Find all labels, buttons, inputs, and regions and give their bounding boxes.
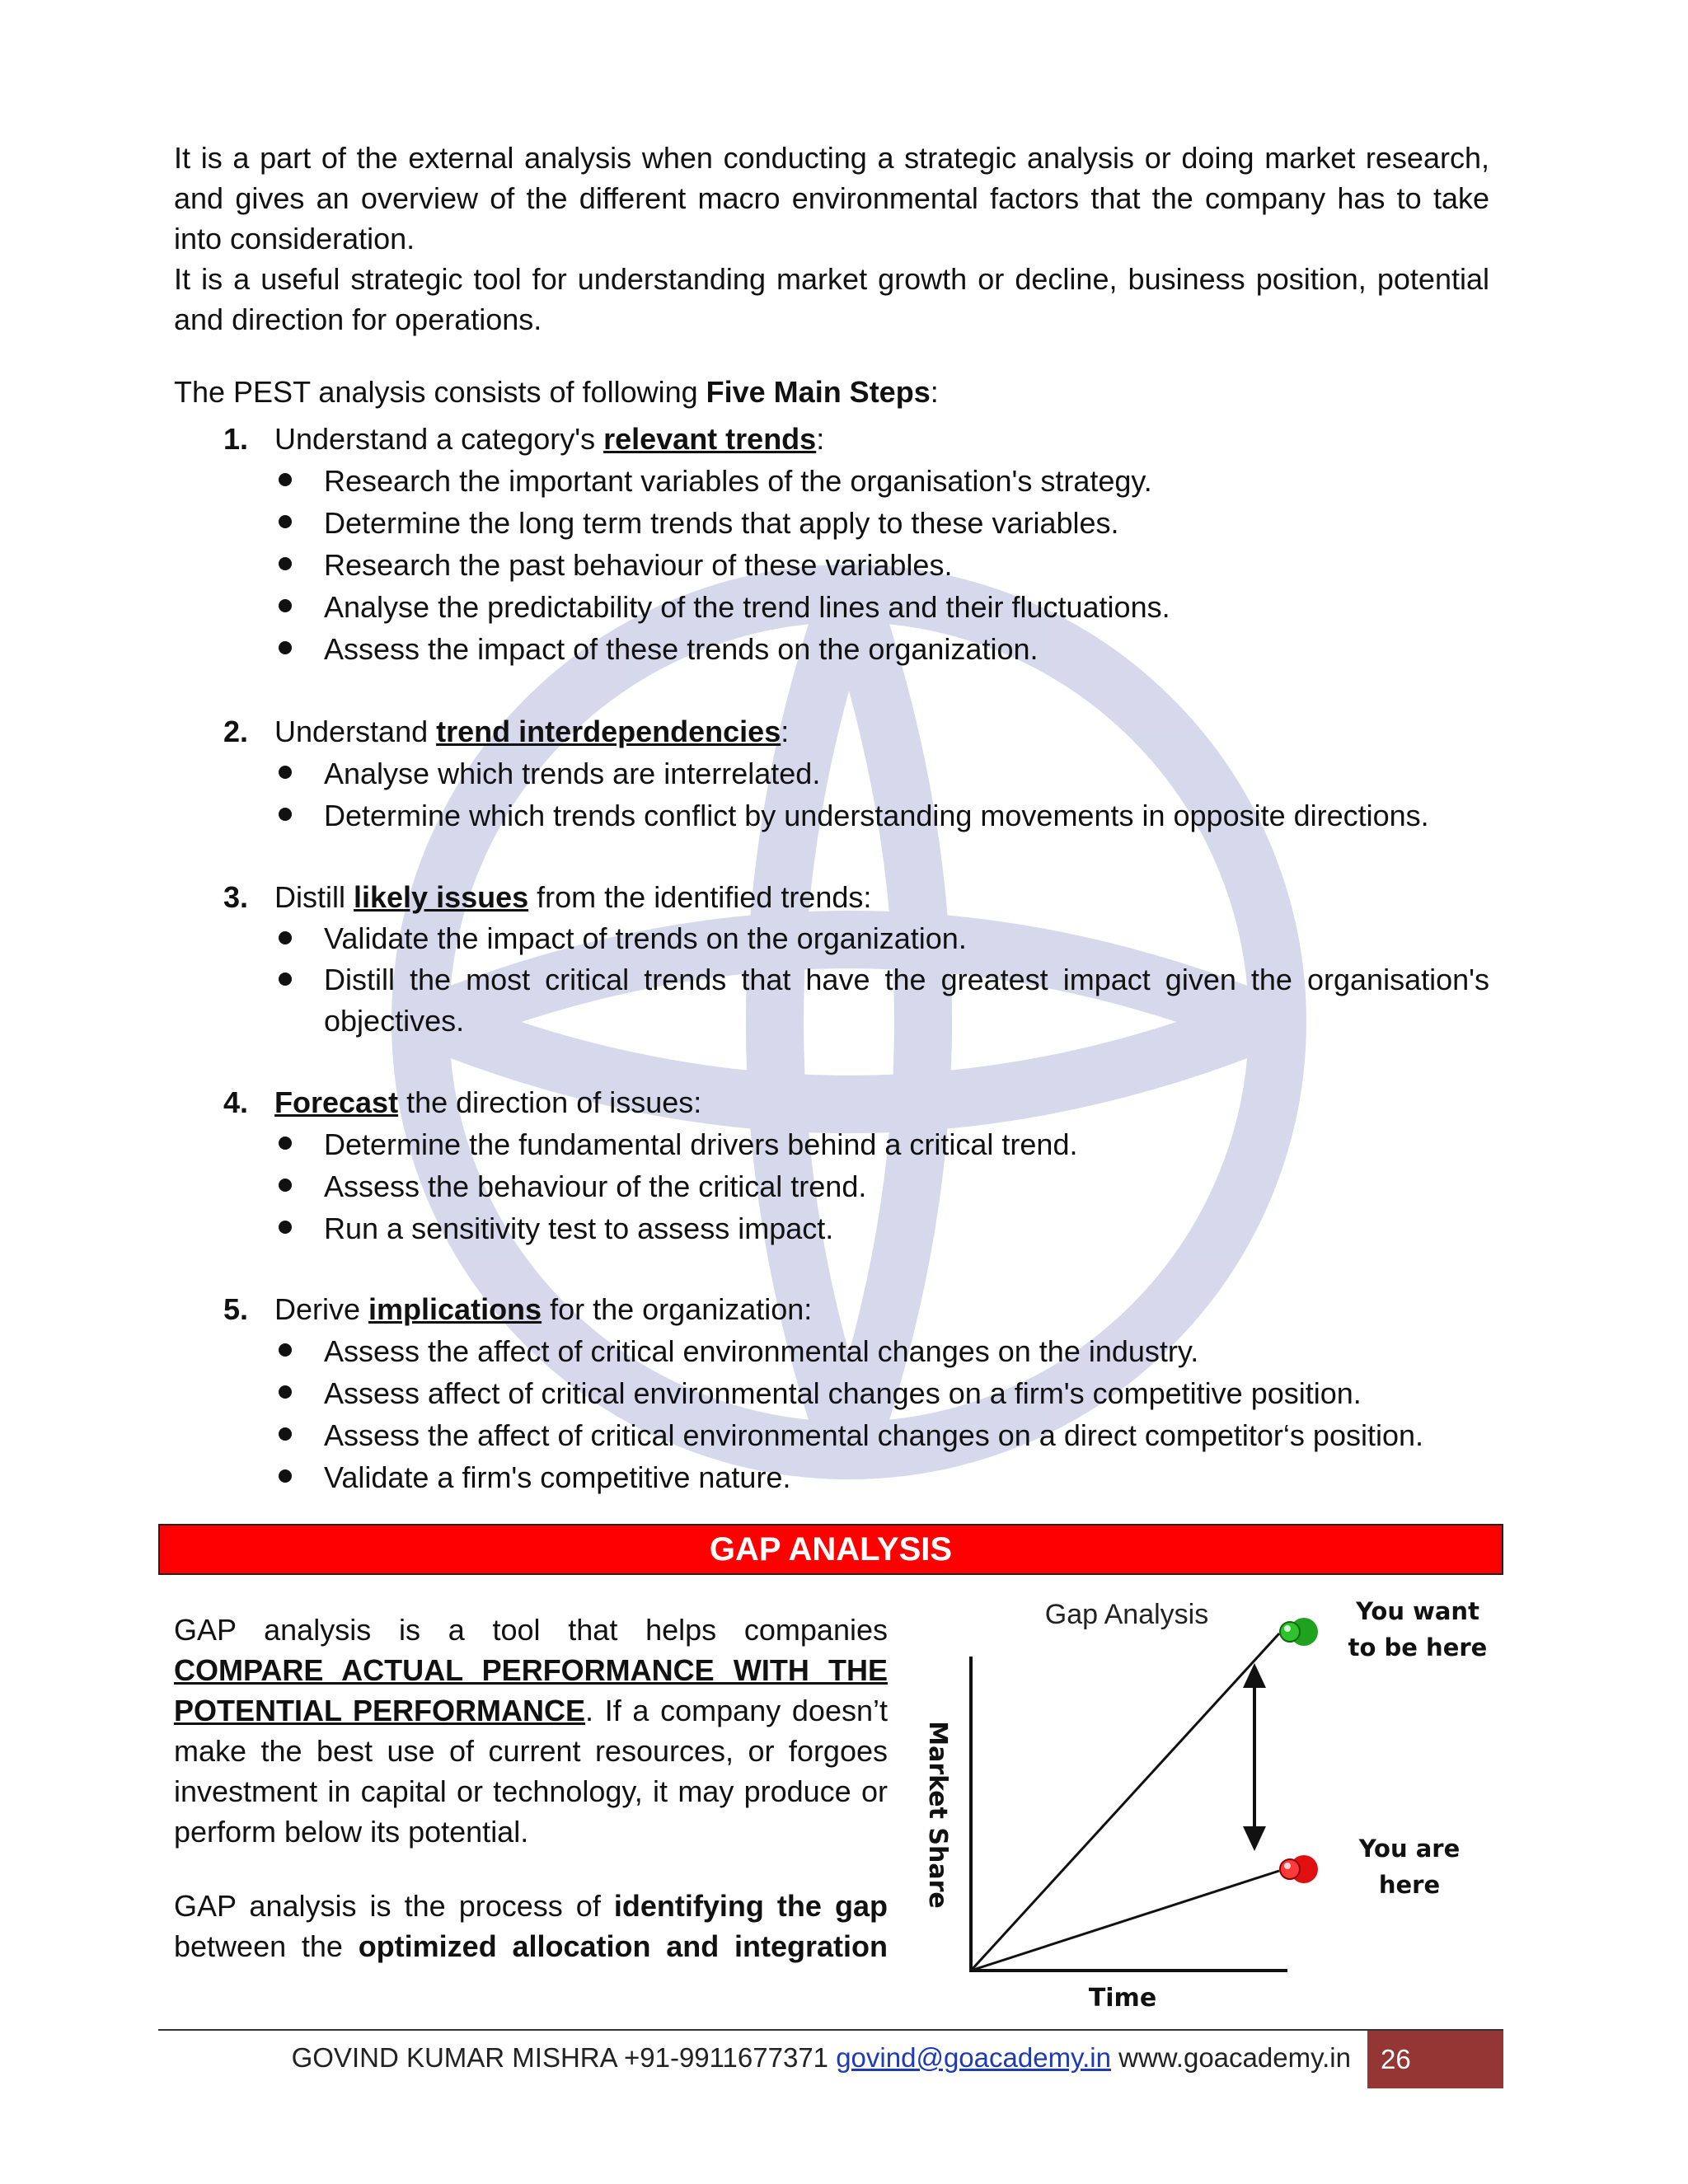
step-number: 1.	[223, 422, 249, 456]
step-number: 4.	[223, 1085, 249, 1119]
gap-line-7	[174, 1886, 888, 1926]
target-label-line-1: You want	[1356, 1597, 1479, 1625]
bullet-icon	[279, 808, 292, 821]
step-number: 5.	[223, 1292, 249, 1326]
bullet-item	[174, 1207, 1489, 1249]
bullet-text: Assess affect of critical environmental changes on a firm's competitive position.	[324, 1376, 1362, 1410]
pest-lead	[174, 372, 1489, 412]
step-suffix: :	[816, 422, 825, 456]
bullet-text: Determine the long term trends that apply to these variables.	[324, 506, 1119, 540]
green-pin-icon	[1280, 1618, 1318, 1646]
pest-lead-bold: Five Main Steps	[706, 375, 931, 409]
bullet-icon	[279, 473, 292, 486]
step-text: Derive	[274, 1292, 369, 1326]
bullet-icon	[279, 557, 292, 570]
pest-step-5	[174, 1288, 1489, 1498]
gap-line-8-text: between the	[174, 1929, 359, 1963]
step-text: Distill	[274, 880, 354, 914]
chart-y-axis-label: Market Share	[923, 1721, 952, 1909]
bullet-item	[174, 794, 1489, 837]
bullet-text: Run a sensitivity test to assess impact.	[324, 1212, 834, 1245]
bullet-item	[174, 1123, 1489, 1165]
intro-paragraph-2: It is a useful strategic tool for understanding market growth or decline, business position, potential and direction for operations.	[174, 262, 1489, 336]
bullet-icon	[279, 1179, 292, 1192]
intro-paragraph-1: It is a part of the external analysis when conducting a strategic analysis or doing market research, and gives an overview of the different macro environmental factors that the company has to take into consideration.	[174, 141, 1489, 255]
bullet-item	[174, 1165, 1489, 1207]
bullet-icon	[279, 641, 292, 654]
step-suffix: for the organization:	[542, 1292, 813, 1326]
bullet-text: Validate a firm's competitive nature.	[324, 1460, 791, 1494]
bullet-item	[174, 1414, 1489, 1456]
gap-line-3	[174, 1690, 888, 1731]
step-keyword: implications	[368, 1292, 542, 1326]
bullet-icon	[279, 1427, 292, 1441]
bullet-icon	[279, 931, 292, 944]
gap-line-8	[174, 1926, 888, 1966]
footer-contact	[292, 2042, 1351, 2074]
bullet-text: Assess the behaviour of the critical trend.	[324, 1169, 867, 1203]
gap-line-7-text: GAP analysis is the process of	[174, 1889, 614, 1923]
target-label-line-2: to be here	[1348, 1633, 1488, 1661]
bullet-icon	[279, 972, 292, 986]
footer-website: www.goacademy.in	[1110, 2042, 1351, 2073]
pest-lead-text: The PEST analysis consists of following	[174, 375, 706, 409]
bullet-icon	[279, 766, 292, 779]
gap-analysis-chart	[915, 1582, 1508, 2019]
gap-potential-performance: POTENTIAL PERFORMANCE	[174, 1694, 586, 1727]
bullet-text: Assess the impact of these trends on the organization.	[324, 632, 1039, 666]
bullet-text: Determine which trends conflict by understanding movements in opposite directions.	[324, 799, 1429, 832]
step-suffix: :	[781, 715, 790, 748]
bullet-item	[174, 544, 1489, 586]
gap-line-1: GAP analysis is a tool that helps companies	[174, 1613, 888, 1647]
bullet-text: Validate the impact of trends on the organization.	[324, 921, 967, 955]
gap-paragraph-1-rest: make the best use of current resources, or forgoes investment in capital or technology, it may produce or perform below its potential.	[174, 1734, 888, 1849]
bullet-item	[174, 628, 1489, 670]
gap-optimized: optimized allocation and integration	[358, 1929, 889, 1963]
bullet-item	[174, 752, 1489, 794]
footer-name-phone: GOVIND KUMAR MISHRA +91-9911677371	[291, 2042, 837, 2073]
bullet-text: Distill the most critical trends that have the greatest impact given the organisation's objectives.	[324, 963, 1489, 1038]
bullet-text: Research the past behaviour of these variables.	[324, 548, 953, 582]
step-keyword: likely issues	[354, 880, 529, 914]
step-suffix: the direction of issues:	[398, 1085, 702, 1119]
bullet-icon	[279, 515, 292, 528]
pest-step-1	[174, 418, 1489, 670]
footer-email-link[interactable]: govind@goacademy.in	[836, 2042, 1111, 2073]
chart-title: Gap Analysis	[1044, 1599, 1209, 1630]
step-text: Understand	[274, 715, 437, 748]
bullet-icon	[279, 1343, 292, 1357]
pest-step-4	[174, 1081, 1489, 1249]
bullet-icon	[279, 1137, 292, 1150]
pest-step-2	[174, 710, 1489, 837]
bullet-item	[174, 959, 1489, 1042]
current-label-line-1: You are	[1358, 1835, 1461, 1863]
bullet-item	[174, 1372, 1489, 1414]
bullet-icon	[279, 599, 292, 612]
page-number: 26	[1367, 2031, 1503, 2088]
bullet-item	[174, 502, 1489, 544]
bullet-item	[174, 460, 1489, 502]
gap-text	[174, 1610, 888, 1966]
gap-arrow-up-head	[1243, 1663, 1266, 1688]
bullet-item	[174, 586, 1489, 628]
step-keyword: Forecast	[274, 1085, 399, 1119]
bullet-text: Assess the affect of critical environmental changes on the industry.	[324, 1334, 1199, 1368]
bullet-text: Research the important variables of the organisation's strategy.	[324, 464, 1152, 498]
gap-analysis-heading: GAP ANALYSIS	[158, 1524, 1503, 1575]
bullet-icon	[279, 1385, 292, 1399]
chart-x-axis-label: Time	[1088, 1984, 1157, 2013]
bullet-item	[174, 1330, 1489, 1372]
gap-identifying: identifying the gap	[613, 1889, 888, 1923]
gap-line-2: COMPARE ACTUAL PERFORMANCE WITH THE	[174, 1653, 888, 1687]
step-number: 2.	[223, 715, 249, 748]
red-pin-icon	[1280, 1855, 1318, 1883]
pest-step-3	[174, 876, 1489, 1042]
step-number: 3.	[223, 880, 249, 914]
step-text: Understand a category's	[274, 422, 604, 456]
page-footer	[158, 2031, 1503, 2088]
step-keyword: trend interdependencies	[436, 715, 781, 748]
gap-arrow-down-head	[1243, 1826, 1266, 1851]
bullet-text: Analyse the predictability of the trend lines and their fluctuations.	[324, 590, 1170, 624]
bullet-text: Determine the fundamental drivers behind a critical trend.	[324, 1127, 1078, 1161]
step-suffix: from the identified trends:	[528, 880, 872, 914]
gap-line-3-rest: . If a company doesn’t	[585, 1694, 888, 1727]
bullet-icon	[279, 1469, 292, 1483]
bullet-text: Assess the affect of critical environmental changes on a direct competitor‘s position.	[324, 1418, 1424, 1452]
current-label-line-2: here	[1378, 1871, 1441, 1899]
pest-lead-suffix: :	[930, 375, 939, 409]
bullet-item	[174, 918, 1489, 959]
bullet-text: Analyse which trends are interrelated.	[324, 757, 821, 790]
bullet-icon	[279, 1221, 292, 1234]
step-keyword: relevant trends	[603, 422, 817, 456]
bullet-item	[174, 1456, 1489, 1498]
